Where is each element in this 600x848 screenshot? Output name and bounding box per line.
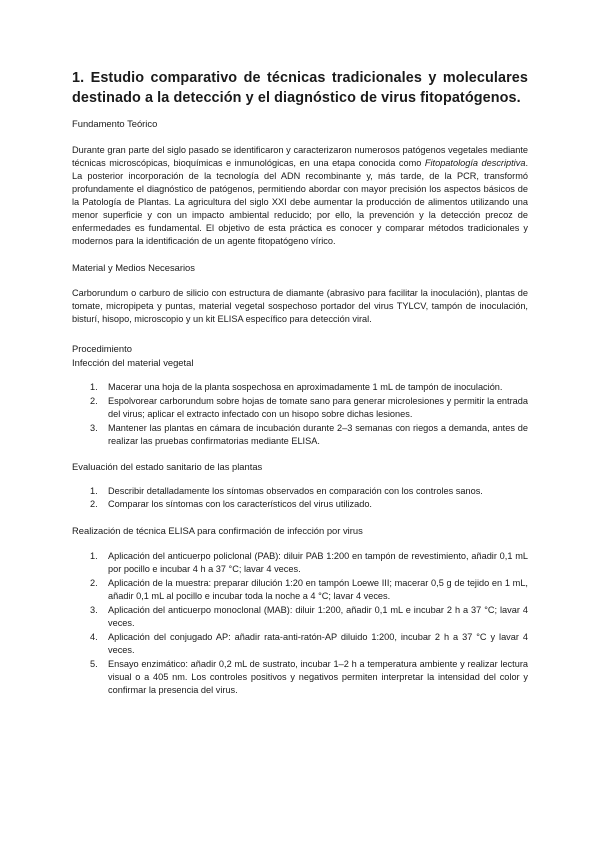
subheading-evaluacion: Evaluación del estado sanitario de las plantas	[72, 461, 263, 472]
list-item: 3. Mantener las plantas en cámara de incubación durante 2–3 semanas con riegos a demanda, antes de realizar las pruebas confirmatorias mediante ELISA.	[90, 423, 528, 446]
fundamento-text-end: . La posterior incorporación de la tecnología del ADN recombinante y, más tarde, de la PCR, transformó profundamente el diagnóstico de patógenos, permitiendo abordar con mayor precisión los aspectos básicos de la Patología de Plantas. La agricultura del siglo XXI debe aumentar la producción de alimentos utilizando una menor superficie y con un impacto ambiental reducido; por ello, la prevención y la detección precoz de enfermedades es fundamental. El objetivo de esta práctica es conocer y comparar métodos tradicionales y modernos para la identificación de un agente fitopatógeno vírico.	[72, 158, 528, 246]
list-item: 1. Macerar una hoja de la planta sospechosa en aproximadamente 1 mL de tampón de inoculación.	[90, 382, 503, 392]
section-heading-materiales: Material y Medios Necesarios	[72, 262, 195, 273]
page-title: 1. Estudio comparativo de técnicas tradicionales y moleculares destinado a la detección y el diagnóstico de virus fitopatógenos.	[72, 70, 528, 106]
fundamento-italic-term: Fitopatología descriptiva	[424, 158, 526, 168]
list-evaluacion	[72, 485, 528, 511]
list-infeccion	[72, 381, 528, 448]
list-item: 2. Comparar los síntomas con los característicos del virus utilizado.	[90, 499, 372, 509]
fundamento-text-start: Durante gran parte del siglo pasado se identificaron y caracterizaron numerosos patógenos vegetales mediante técnicas microscópicas, bioquímicas e inmunológicas, en una etapa conocida como	[72, 145, 528, 168]
section-heading-procedimiento: Procedimiento	[72, 343, 132, 354]
list-item: 3. Aplicación del anticuerpo monoclonal (MAB): diluir 1:200, añadir 0,1 mL e incubar 2 h a 37 °C; lavar 4 veces.	[90, 605, 528, 628]
list-item: 2. Espolvorear carborundum sobre hojas de tomate sano para generar microlesiones y permitir la entrada del virus; aplicar el extracto infectado con un hisopo sobre dichas lesiones.	[90, 396, 528, 419]
list-item: 1. Describir detalladamente los síntomas observados en comparación con los controles sanos.	[90, 486, 483, 496]
section-heading-fundamento: Fundamento Teórico	[72, 118, 158, 129]
list-item: 5. Ensayo enzimático: añadir 0,2 mL de sustrato, incubar 1–2 h a temperatura ambiente y realizar lectura visual o a 405 nm. Los controles positivos y negativos permiten interpretar la intensidad del color y confirmar la presencia del virus.	[90, 659, 528, 695]
list-item: 2. Aplicación de la muestra: preparar dilución 1:20 en tampón Loewe III; macerar 0,5 g de tejido en 1 mL, añadir 0,1 mL al pocillo e incubar toda la noche a 4 °C; lavar 4 veces.	[90, 578, 528, 601]
list-item: 1. Aplicación del anticuerpo policlonal (PAB): diluir PAB 1:200 en tampón de revestimiento, añadir 0,1 mL por pocillo e incubar 4 h a 37 °C; lavar 4 veces.	[90, 551, 528, 574]
subheading-elisa: Realización de técnica ELISA para confirmación de infección por virus	[72, 525, 363, 536]
document-content	[72, 68, 528, 698]
list-elisa	[72, 550, 528, 697]
fundamento-paragraph	[72, 144, 528, 248]
materiales-paragraph: Carborundum o carburo de silicio con estructura de diamante (abrasivo para facilitar la inoculación), plantas de tomate, micropipeta y puntas, material vegetal sospechoso portador del virus TYLCV, tampón de inoculación, bisturí, hisopo, microscopio y un kit ELISA específico para detección viral.	[72, 288, 528, 324]
list-item: 4. Aplicación del conjugado AP: añadir rata-anti-ratón-AP diluido 1:200, incubar 2 h a 37 °C y lavar 4 veces.	[90, 632, 528, 655]
subheading-infeccion: Infección del material vegetal	[72, 357, 194, 368]
